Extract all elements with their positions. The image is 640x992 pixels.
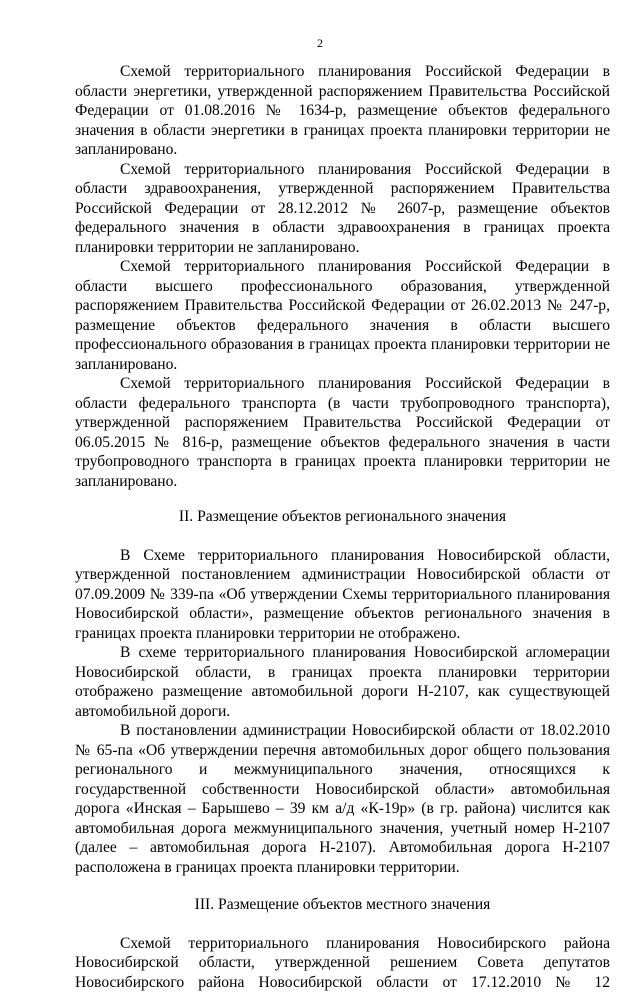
paragraph-federal-healthcare: Схемой территориального планирования Российской Федерации в области здравоохранения, утвержденной распоряжением Правительства Российской Федерации от 28.12.2012 № 2607-р, размещение объектов федерального значения в области здравоохранения в границах проекта планировки территории не запланировано. bbox=[75, 160, 610, 258]
paragraph-federal-energy: Схемой территориального планирования Российской Федерации в области энергетики, утвержденной распоряжением Правительства Российской Федерации от 01.08.2016 № 1634-р, размещение объектов федерального значения в области энергетики в границах проекта планировки территории не запланировано. bbox=[75, 62, 610, 160]
page-number: 2 bbox=[0, 36, 640, 50]
document-body bbox=[75, 62, 610, 992]
paragraph-regional-agglomeration: В схеме территориального планирования Новосибирской агломерации Новосибирской области, в границах проекта планировки территории отображено размещение автомобильной дороги Н-2107, как существующей автомобильной дороги. bbox=[75, 643, 610, 721]
section-heading-local: III. Размещение объектов местного значения bbox=[75, 895, 610, 915]
paragraph-local-scheme: Схемой территориального планирования Новосибирского района Новосибирской области, утвержденной решением Совета депутатов Новосибирского района Новосибирской области от 17.12.2010 № 12 bbox=[75, 934, 610, 992]
paragraph-regional-road: В постановлении администрации Новосибирской области от 18.02.2010 № 65-па «Об утверждении перечня автомобильных дорог общего пользования регионального и межмуниципального значения, относящихся к государственной собственности Новосибирской области» автомобильная дорога «Инская – Барышево – 39 км а/д «К-19р» (в гр. района) числится как автомобильная дорога межмуниципального значения, учетный номер Н-2107 (далее – автомобильная дорога Н-2107). Автомобильная дорога Н-2107 расположена в границах проекта планировки территории. bbox=[75, 721, 610, 877]
section-heading-regional: II. Размещение объектов регионального значения bbox=[75, 507, 610, 527]
paragraph-federal-education: Схемой территориального планирования Российской Федерации в области высшего профессионального образования, утвержденной распоряжением Правительства Российской Федерации от 26.02.2013 № 247-р, размещение объектов федерального значения в области высшего профессионального образования в границах проекта планировки территории не запланировано. bbox=[75, 257, 610, 374]
paragraph-federal-transport: Схемой территориального планирования Российской Федерации в области федерального транспорта (в части трубопроводного транспорта), утвержденной распоряжением Правительства Российской Федерации от 06.05.2015 № 816-р, размещение объектов федерального значения в части трубопроводного транспорта в границах проекта планировки территории не запланировано. bbox=[75, 374, 610, 491]
paragraph-regional-scheme: В Схеме территориального планирования Новосибирской области, утвержденной постановлением администрации Новосибирской области от 07.09.2009 № 339-па «Об утверждении Схемы территориального планирования Новосибирской области», размещение объектов регионального значения в границах проекта планировки территории не отображено. bbox=[75, 546, 610, 644]
